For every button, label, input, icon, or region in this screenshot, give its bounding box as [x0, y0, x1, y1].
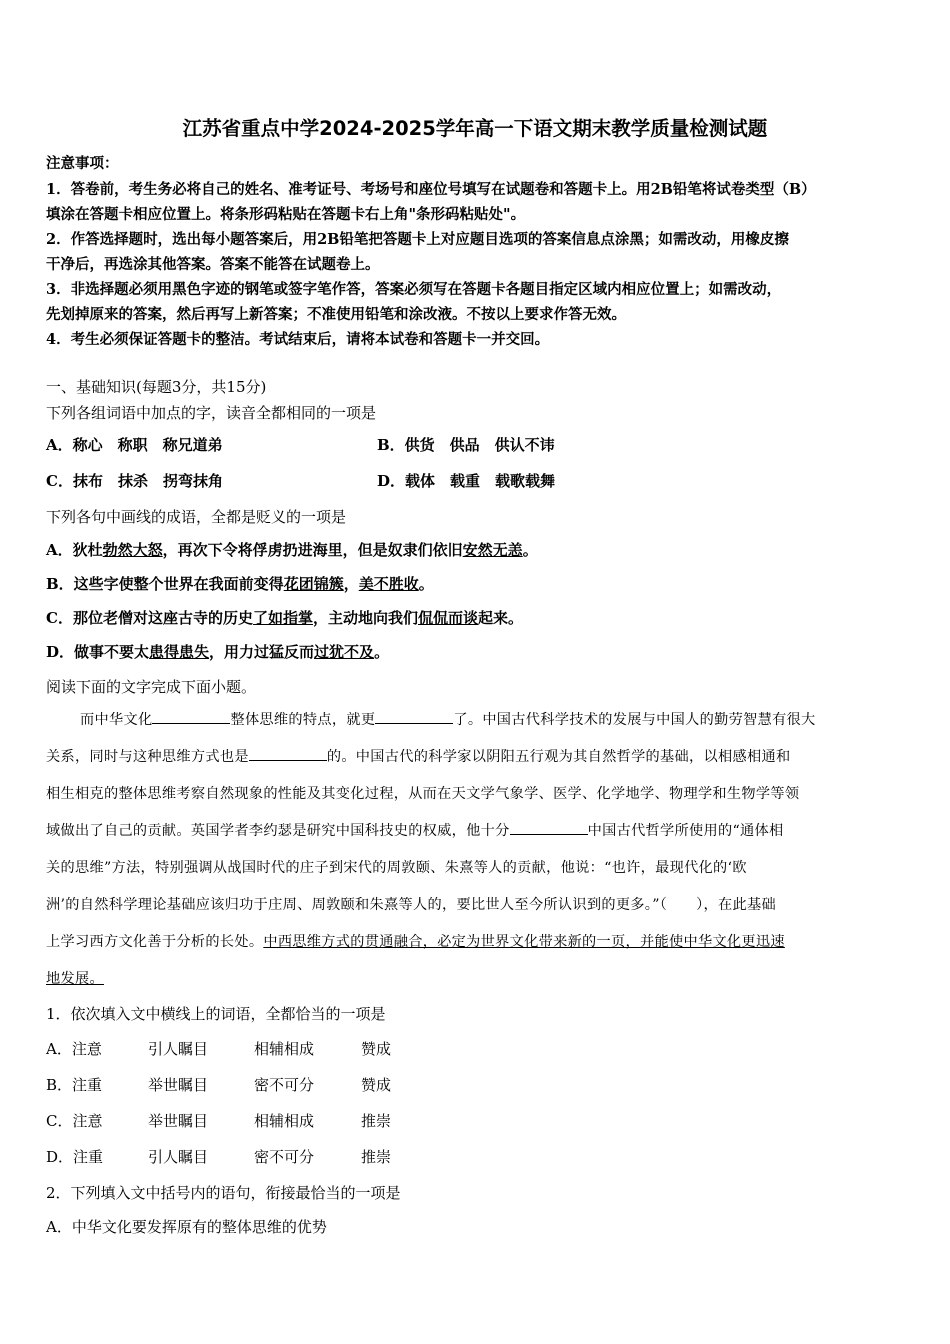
q-fill-option-c-word3: 相辅相成 — [254, 1112, 315, 1130]
passage-line-8 — [46, 968, 906, 988]
q-fill-option-a-word4: 赞成 — [361, 1040, 392, 1058]
reading-intro: 阅读下面的文字完成下面小题。 — [46, 678, 257, 696]
passage-line-1: 而中华文化 整体思维的特点，就更 了。中国古代科学技术的发展与中国人的勤劳智慧有很大 — [80, 712, 816, 728]
notice-line-2: 填涂在答题卡相应位置上。将条形码粘贴在答题卡右上角"条形码粘贴处"。 — [46, 206, 526, 223]
q-fill-option-d-word4: 推崇 — [361, 1148, 392, 1166]
q1-stem: 下列各组词语中加点的字，读音全都相同的一项是 — [46, 404, 377, 422]
notice-line-5: 3．非选择题必须用黑色字迹的钢笔或签字笔作答，答案必须写在答题卡各题目指定区域内相应位置上；如需改动， — [46, 281, 782, 298]
q-fill-option-c-word2: 举世瞩目 — [148, 1112, 209, 1130]
fill-blank-1 — [152, 711, 230, 724]
q2-option-b: B．这些字使整个世界在我面前变得花团锦簇，美不胜收。 — [46, 575, 434, 593]
q-fill-option-a: A．注意 — [46, 1040, 102, 1058]
q-fill-option-b: B．注重 — [46, 1076, 103, 1094]
q-fill-option-b-word2: 举世瞩目 — [148, 1076, 209, 1094]
notice-line-6: 先划掉原来的答案，然后再写上新答案；不准使用铅笔和涂改液。不按以上要求作答无效。 — [46, 306, 626, 323]
q1-option-b: B．供货 供品 供认不讳 — [377, 436, 555, 454]
q-fill-option-d-word3: 密不可分 — [254, 1148, 315, 1166]
q1-option-d: D．载体 载重 载歌载舞 — [377, 472, 556, 490]
underlined-idiom: 患得患失 — [149, 643, 210, 661]
passage-line-4: 域做出了自己的贡献。英国学者李约瑟是研究中国科技史的权威，他十分 中国古代哲学所使用的“通体相 — [46, 823, 784, 839]
q-fill-option-a-word3: 相辅相成 — [254, 1040, 315, 1058]
q2-stem: 下列各句中画线的成语，全都是贬义的一项是 — [46, 508, 347, 526]
underlined-sentence: 地发展。 — [46, 971, 104, 987]
q1-option-a: A．称心 称职 称兄道弟 — [46, 436, 223, 454]
notice-line-1: 1．答卷前，考生务必将自己的姓名、准考证号、考场号和座位号填写在试题卷和答题卡上。用2B铅笔将试卷类型（B） — [46, 181, 816, 198]
underlined-idiom: 勃然大怒 — [102, 541, 163, 559]
notice-line-7: 4．考生必须保证答题卡的整洁。考试结束后，请将本试卷和答题卡一并交回。 — [46, 331, 550, 348]
passage-line-3: 相生相克的整体思维考察自然现象的性能及其变化过程，从而在天文学气象学、医学、化学地学、物理学和生物学等领 — [46, 786, 800, 802]
q2-option-d: D．做事不要太患得患失，用力过猛反而过犹不及。 — [46, 643, 390, 661]
q-fill-option-d: D．注重 — [46, 1148, 104, 1166]
passage-line-7: 上学习西方文化善于分析的长处。中西思维方式的贯通融合，必定为世界文化带来新的一页，并能使中华文化更迅速 — [46, 934, 785, 950]
underlined-idiom: 美不胜收 — [358, 575, 419, 593]
q-fill-option-a-word2: 引人瞩目 — [148, 1040, 209, 1058]
q-insert-stem: 2．下列填入文中括号内的语句，衔接最恰当的一项是 — [46, 1184, 401, 1202]
q-insert-option-a: A．中华文化要发挥原有的整体思维的优势 — [46, 1218, 327, 1236]
underlined-idiom: 安然无恙 — [462, 541, 523, 559]
fill-blank-4 — [510, 822, 588, 835]
passage-line-5: 关的思维”方法，特别强调从战国时代的庄子到宋代的周敦颐、朱熹等人的贡献，他说：“也许，最现代化的‘欧 — [46, 860, 747, 876]
page-title: 江苏省重点中学2024-2025学年高一下语文期末教学质量检测试题 — [182, 117, 768, 140]
passage-line-2: 关系，同时与这种思维方式也是 的。中国古代的科学家以阴阳五行观为其自然哲学的基础，以相感相通和 — [46, 749, 791, 765]
q2-option-c: C．那位老僧对这座古寺的历史了如指掌，主动地向我们侃侃而谈起来。 — [46, 609, 524, 627]
underlined-idiom: 侃侃而谈 — [417, 609, 478, 627]
underlined-idiom: 了如指掌 — [252, 609, 313, 627]
notice-line-4: 干净后，再选涂其他答案。答案不能答在试题卷上。 — [46, 256, 380, 273]
q2-option-a: A．狄杜勃然大怒，再次下令将俘虏扔进海里，但是奴隶们依旧安然无恙。 — [46, 541, 538, 559]
underlined-idiom: 过犹不及 — [314, 643, 375, 661]
q-fill-option-b-word3: 密不可分 — [254, 1076, 315, 1094]
q-fill-option-c: C．注意 — [46, 1112, 103, 1130]
q-fill-option-b-word4: 赞成 — [361, 1076, 392, 1094]
q-fill-option-c-word4: 推崇 — [361, 1112, 392, 1130]
fill-blank-3 — [249, 748, 327, 761]
q1-option-c: C．抹布 抹杀 拐弯抹角 — [46, 472, 223, 490]
underlined-sentence: 中西思维方式的贯通融合，必定为世界文化带来新的一页，并能使中华文化更迅速 — [263, 934, 785, 950]
q-fill-option-d-word2: 引人瞩目 — [148, 1148, 209, 1166]
notice-line-3: 2．作答选择题时，选出每小题答案后，用2B铅笔把答题卡上对应题目选项的答案信息点涂黑；如需改动，用橡皮擦 — [46, 231, 789, 248]
fill-blank-2 — [375, 711, 453, 724]
q-fill-stem: 1．依次填入文中横线上的词语，全都恰当的一项是 — [46, 1005, 386, 1023]
notice-heading: 注意事项： — [46, 155, 119, 172]
passage-line-6: 洲’的自然科学理论基础应该归功于庄周、周敦颐和朱熹等人的，要比世人至今所认识到的更多。”（ ），在此基础 — [46, 897, 776, 913]
section-heading: 一、基础知识(每题3分，共15分) — [46, 378, 267, 396]
underlined-idiom: 花团锦簇 — [283, 575, 344, 593]
